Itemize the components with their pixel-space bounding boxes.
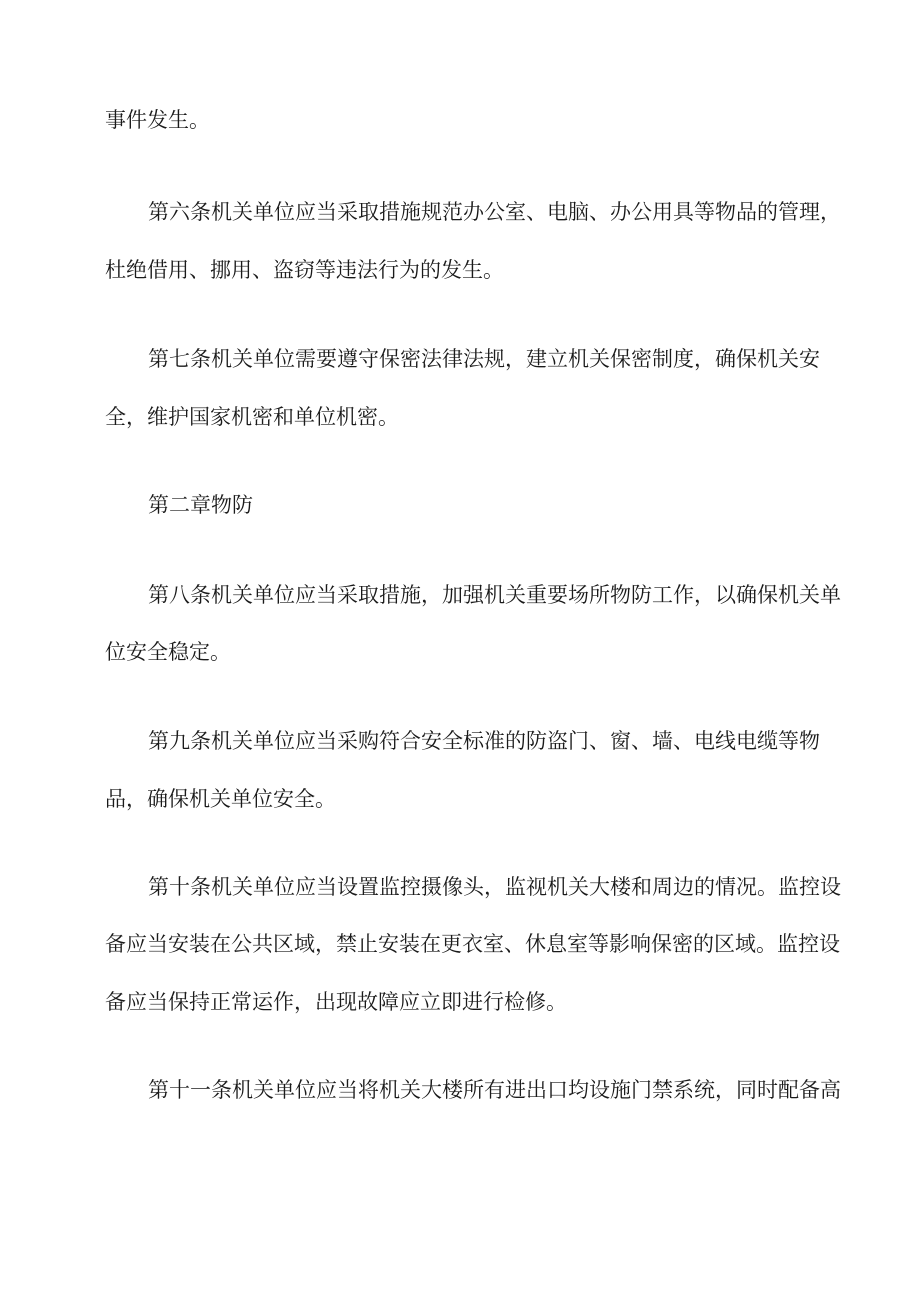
article-10-line-1: 第十条机关单位应当设置监控摄像头，监视机关大楼和周边的情况。监控设 bbox=[148, 875, 841, 899]
article-9-line-2: 品，确保机关单位安全。 bbox=[105, 787, 336, 811]
article-11-line-1: 第十一条机关单位应当将机关大楼所有进出口均设施门禁系统，同时配备高 bbox=[148, 1078, 841, 1102]
article-10-line-2: 备应当安装在公共区域，禁止安装在更衣室、休息室等影响保密的区域。监控设 bbox=[105, 932, 840, 956]
article-10-line-3: 备应当保持正常运作，出现故障应立即进行检修。 bbox=[105, 990, 567, 1014]
article-9-line-1: 第九条机关单位应当采购符合安全标准的防盗门、窗、墙、电线电缆等物 bbox=[148, 729, 820, 753]
article-8-line-2: 位安全稳定。 bbox=[105, 640, 231, 664]
article-6-line-1: 第六条机关单位应当采取措施规范办公室、电脑、办公用具等物品的管理， bbox=[148, 200, 841, 224]
article-7-line-2: 全，维护国家机密和单位机密。 bbox=[105, 405, 399, 429]
text-line-continuation: 事件发生。 bbox=[105, 108, 210, 132]
article-7-line-1: 第七条机关单位需要遵守保密法律法规，建立机关保密制度，确保机关安 bbox=[148, 347, 820, 371]
article-8-line-1: 第八条机关单位应当采取措施，加强机关重要场所物防工作，以确保机关单 bbox=[148, 583, 841, 607]
article-6-line-2: 杜绝借用、挪用、盗窃等违法行为的发生。 bbox=[105, 258, 504, 282]
chapter-heading: 第二章物防 bbox=[148, 493, 253, 517]
